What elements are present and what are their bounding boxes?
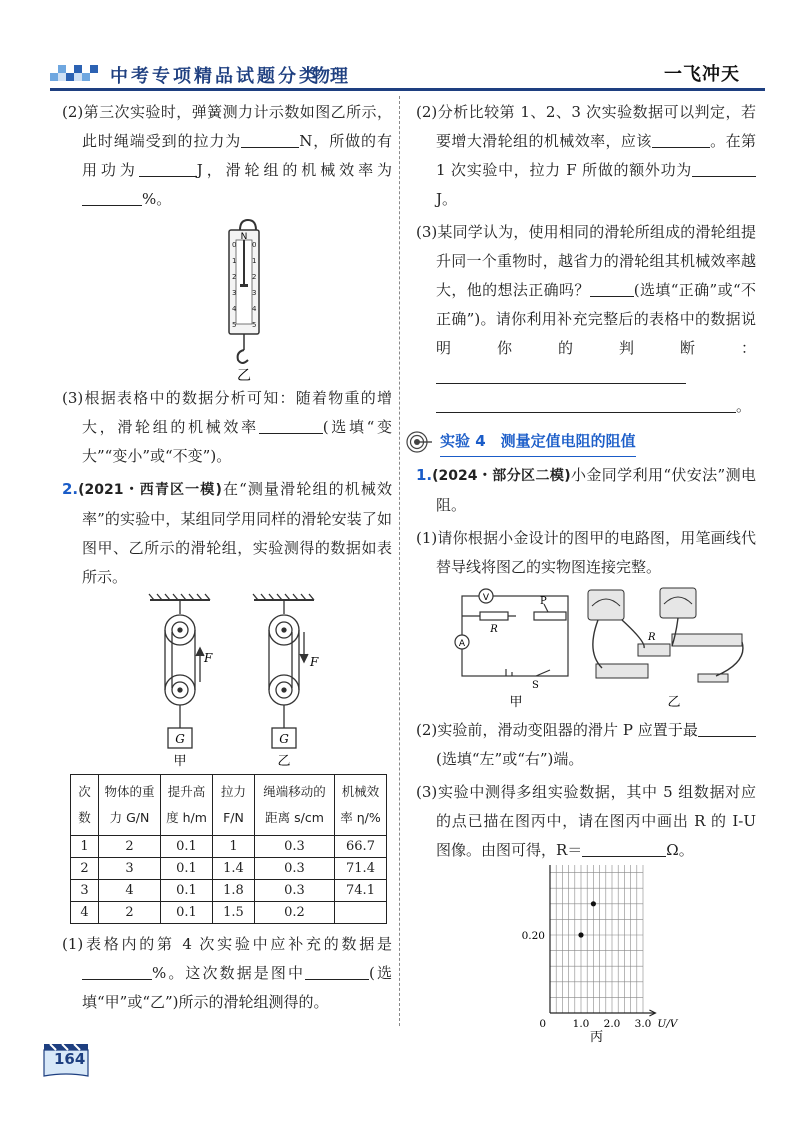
table-row: 1 2 0.1 1 0.3 66.7 [71, 836, 387, 858]
exp4-q1-part1: (1)请你根据小金设计的图甲的电路图，用笔画线代替导线将图乙的实物图连接完整。 [416, 529, 756, 576]
resistor-label: R [490, 624, 498, 635]
data-table [70, 774, 387, 924]
answer-blank[interactable] [139, 159, 197, 177]
answer-blank[interactable] [436, 366, 686, 384]
answer-blank[interactable] [259, 416, 323, 434]
answer-blank[interactable] [652, 130, 710, 148]
table-header-cell: 机械效 率 η/% [335, 775, 387, 836]
figure-caption: 乙 [667, 695, 681, 710]
left-column [62, 98, 392, 1017]
answer-blank[interactable] [241, 130, 299, 148]
x-tick-label: 2.0 [603, 1018, 621, 1030]
page-number: 164 [54, 1050, 86, 1068]
table-row: 2 3 0.1 1.4 0.3 71.4 [71, 858, 387, 880]
spring-scale-figure [62, 214, 392, 384]
experiment-4-title: 实验 4 测量定值电阻的阻值 [440, 427, 636, 457]
scale-tick-label: 1 [232, 257, 237, 265]
empty-answer-cell[interactable] [335, 902, 387, 924]
answer-blank[interactable] [436, 395, 736, 413]
scale-tick-label: 4 [252, 305, 257, 313]
exp4-q1-part2: (2)实验前，滑动变阻器的滑片 P 应置于最(选填“左”或“右”)端。 [416, 716, 756, 774]
question-number: 1. [416, 466, 433, 484]
q2-part3: (3)某同学认为，使用相同的滑轮所组成的滑轮组提升同一个重物时，越省力的滑轮组其机械效率越大，他的想法正确吗？ (选填“正确”或“不正确”)。请你利用补充完整后的表格中的数据说明你的判断：。 [416, 223, 756, 415]
resistor-label: R [648, 632, 656, 643]
slider-label: P [540, 596, 547, 607]
answer-blank[interactable] [305, 962, 369, 980]
question-source: (2024・部分区二模) [432, 468, 571, 484]
scale-tick-label: 1 [252, 257, 257, 265]
experiment-4-heading [406, 429, 756, 455]
q1-part2: (2)第三次实验时，弹簧测力计示数如图乙所示，此时绳端受到的拉力为 N，所做的有用功为 J，滑轮组的机械效率为%。 [62, 103, 392, 208]
exp4-q1-stem: 1.(2024・部分区二模)小金同学利用“伏安法”测电阻。 [416, 466, 757, 514]
answer-blank[interactable] [82, 188, 142, 206]
table-header-row [71, 775, 387, 836]
iu-graph [416, 865, 756, 1043]
figure-caption: 甲 [173, 754, 187, 768]
data-point [578, 932, 583, 937]
x-axis-label: U/V [657, 1018, 678, 1030]
scale-tick-label: 3 [232, 289, 237, 297]
q2-stem: 2.(2021・西青区一模)在“测量滑轮组的机械效率”的实验中，某组同学用同样的滑轮安装了如图甲、乙所示的滑轮组，实验测得的数据如表所示。 [62, 480, 392, 586]
weight-label: G [279, 732, 289, 746]
scale-unit: N [240, 232, 248, 242]
q2-part2: (2)分析比较第 1、2、3 次实验数据可以判定，若要增大滑轮组的机械效率，应该 。在第 1 次实验中，拉力 F 所做的额外功为J。 [416, 103, 756, 208]
answer-blank[interactable] [626, 839, 666, 857]
scale-tick-label: 5 [232, 321, 237, 329]
target-icon [406, 429, 434, 455]
scale-tick-label: 0 [232, 241, 237, 249]
switch-label: S [532, 680, 539, 691]
voltmeter-label: V [482, 593, 490, 603]
q1-part3: (3)根据表格中的数据分析可知：随着物重的增大，滑轮组的机械效率 (选填“变大”“变小”或“不变”)。 [62, 389, 392, 465]
scale-tick-label: 2 [232, 273, 237, 281]
question-source: (2021・西青区一模) [78, 482, 222, 498]
figure-caption: 乙 [277, 754, 291, 768]
answer-blank[interactable] [582, 839, 626, 857]
answer-blank[interactable] [590, 279, 634, 297]
page-header [0, 0, 800, 96]
weight-label: G [175, 732, 185, 746]
table-header-cell: 绳端移动的 距离 s/cm [255, 775, 335, 836]
table-row: 3 4 0.1 1.8 0.3 74.1 [71, 880, 387, 902]
page-number-badge [42, 1042, 90, 1078]
x-tick-label: 1.0 [572, 1018, 590, 1030]
figure-caption: 乙 [237, 368, 251, 384]
origin-label: 0 [539, 1018, 546, 1030]
series-title: 中考专项精品试题分类 [110, 66, 320, 87]
table-header-cell: 拉力 F/N [213, 775, 255, 836]
ammeter-label: A [458, 639, 466, 649]
graph-caption: 丙 [589, 1030, 604, 1043]
scale-tick-label: 0 [252, 241, 257, 249]
table-row: 4 2 0.1 1.5 0.2 [71, 902, 387, 924]
question-number: 2. [62, 480, 79, 498]
scale-tick-label: 2 [252, 273, 257, 281]
x-tick-label: 3.0 [634, 1018, 652, 1030]
header-rule [50, 88, 765, 91]
scale-tick-label: 4 [232, 305, 237, 313]
scale-tick-label: 3 [252, 289, 257, 297]
q2-part1: (1)表格内的第 4 次实验中应补充的数据是%。这次数据是图中 (选填“甲”或“乙”)所示的滑轮组测得的。 [62, 935, 392, 1011]
column-divider [399, 96, 400, 1026]
y-tick-label: 0.20 [521, 930, 545, 942]
force-label: F [310, 655, 319, 669]
subject-title: 物理 [312, 66, 348, 87]
table-header-cell: 次 数 [71, 775, 99, 836]
answer-blank[interactable] [698, 719, 756, 737]
table-header-cell: 提升高 度 h/m [161, 775, 213, 836]
pulley-figure [62, 592, 392, 768]
data-point [591, 901, 596, 906]
figure-caption: 甲 [509, 695, 523, 710]
force-label: F [204, 651, 213, 665]
scale-tick-label: 5 [252, 321, 257, 329]
brand-logo: 一飞冲天 [664, 64, 740, 85]
answer-blank[interactable] [82, 962, 152, 980]
right-column [416, 98, 756, 1043]
checker-logo-icon [50, 60, 102, 86]
table-header-cell: 物体的重 力 G/N [99, 775, 161, 836]
exp4-q1-part3: (3)实验中测得多组实验数据，其中 5 组数据对应的点已描在图丙中，请在图丙中画出 R 的 I-U 图像。由图可得，R＝ Ω。 [416, 783, 756, 859]
circuit-figure [416, 582, 756, 712]
answer-blank[interactable] [692, 159, 756, 177]
